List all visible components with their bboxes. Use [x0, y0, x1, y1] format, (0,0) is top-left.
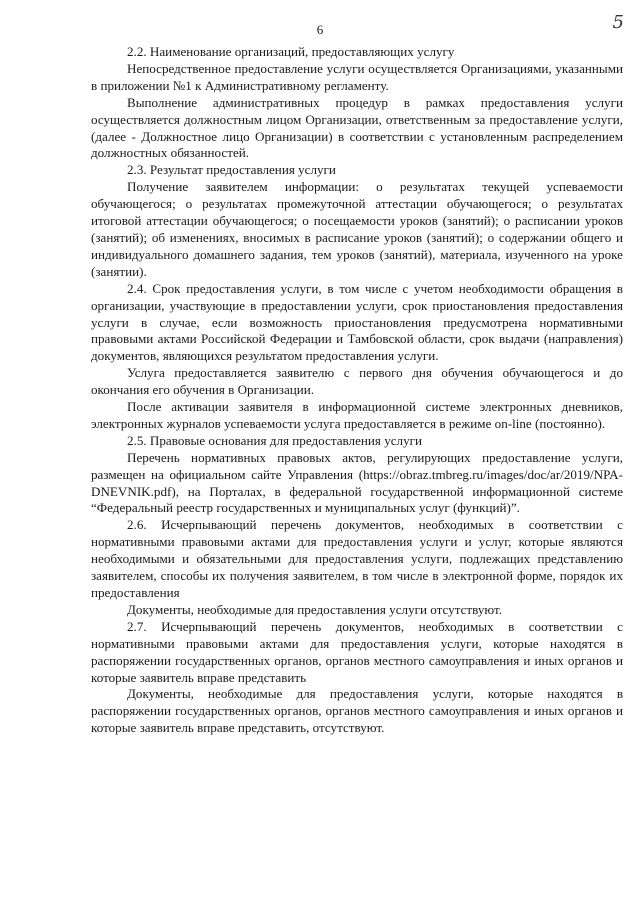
section-heading-2-6: 2.6. Исчерпывающий перечень документов, необходимых в соответствии с нормативными правовыми актами для предоставления услуги и услуг, которые являются необходимыми и обязательными для предоставления услуги, подлежащих представлению заявителем, способы их получения заявителем, в том числе в электронной форме, порядок их предоставления [91, 517, 623, 600]
paragraph: Получение заявителем информации: о результатах текущей успеваемости обучающегося; о результатах промежуточной аттестации обучающегося; о результатах итоговой аттестации обучающегося; о посещаемости уроков (занятий); о расписании уроков (занятий); об изменениях, вносимых в расписание уроков (занятий); о содержании общего и индивидуального домашнего задания, тем уроков (занятий), материала, изученного на уроке (занятии). [91, 179, 623, 279]
section-heading-2-7: 2.7. Исчерпывающий перечень документов, необходимых в соответствии с нормативными правовыми актами для предоставления услуги, которые находятся в распоряжении государственных органов, органов местного самоуправления и иных органов и которые заявитель вправе представить [91, 618, 623, 685]
paragraph: Услуга предоставляется заявителю с первого дня обучения обучающегося и до окончания его обучения в Организации. [91, 365, 623, 398]
section-heading-2-3: 2.3. Результат предоставления услуги [127, 162, 336, 178]
document-body [91, 44, 623, 737]
handwritten-page-mark: 5 [612, 12, 624, 33]
paragraph: Документы, необходимые для предоставления услуги отсутствуют. [127, 601, 503, 617]
paragraph: После активации заявителя в информационной системе электронных дневников, электронных журналов успеваемости услуга предоставляется в режиме on-line (постоянно). [91, 399, 623, 431]
section-heading-2-4: 2.4. Срок предоставления услуги, в том числе с учетом необходимости обращения в организации, участвующие в предоставлении услуги, срок приостановления предоставления услуги в случае, если возможность приостановления предусмотрена нормативными правовыми актами Российской Федерации и Тамбовской области, срок выдачи (направления) документов, являющихся результатом предоставления услуги. [91, 280, 623, 364]
paragraph: Перечень нормативных правовых актов, регулирующих предоставление услуги, размещен на официальном сайте Управления (https://obraz.tmbreg.ru/images/doc/ar/2019/NPA-DNEVNIK.pdf), на Порталах, в федеральной государственной информационной системе “Федеральный реестр государственных и муниципальных услуг (функций)”. [91, 449, 623, 516]
paragraph: Непосредственное предоставление услуги осуществляется Организациями, указанными в приложении №1 к Административному регламенту. [91, 60, 623, 93]
page-number: 6 [316, 22, 324, 37]
section-heading-2-5: 2.5. Правовые основания для предоставления услуги [127, 432, 423, 448]
paragraph: Документы, необходимые для предоставления услуги, которые находятся в распоряжении государственных органов, органов местного самоуправления и иных органов и которые заявитель вправе представить, отсутствуют. [91, 686, 623, 736]
section-heading-2-2: 2.2. Наименование организаций, предоставляющих услугу [127, 44, 455, 59]
paragraph: Выполнение административных процедур в рамках предоставления услуги осуществляется должностным лицом Организации, ответственным за предоставление услуги, (далее - Должностное лицо Организации) в соответствии с установленным распределением должностных обязанностей. [91, 94, 623, 161]
